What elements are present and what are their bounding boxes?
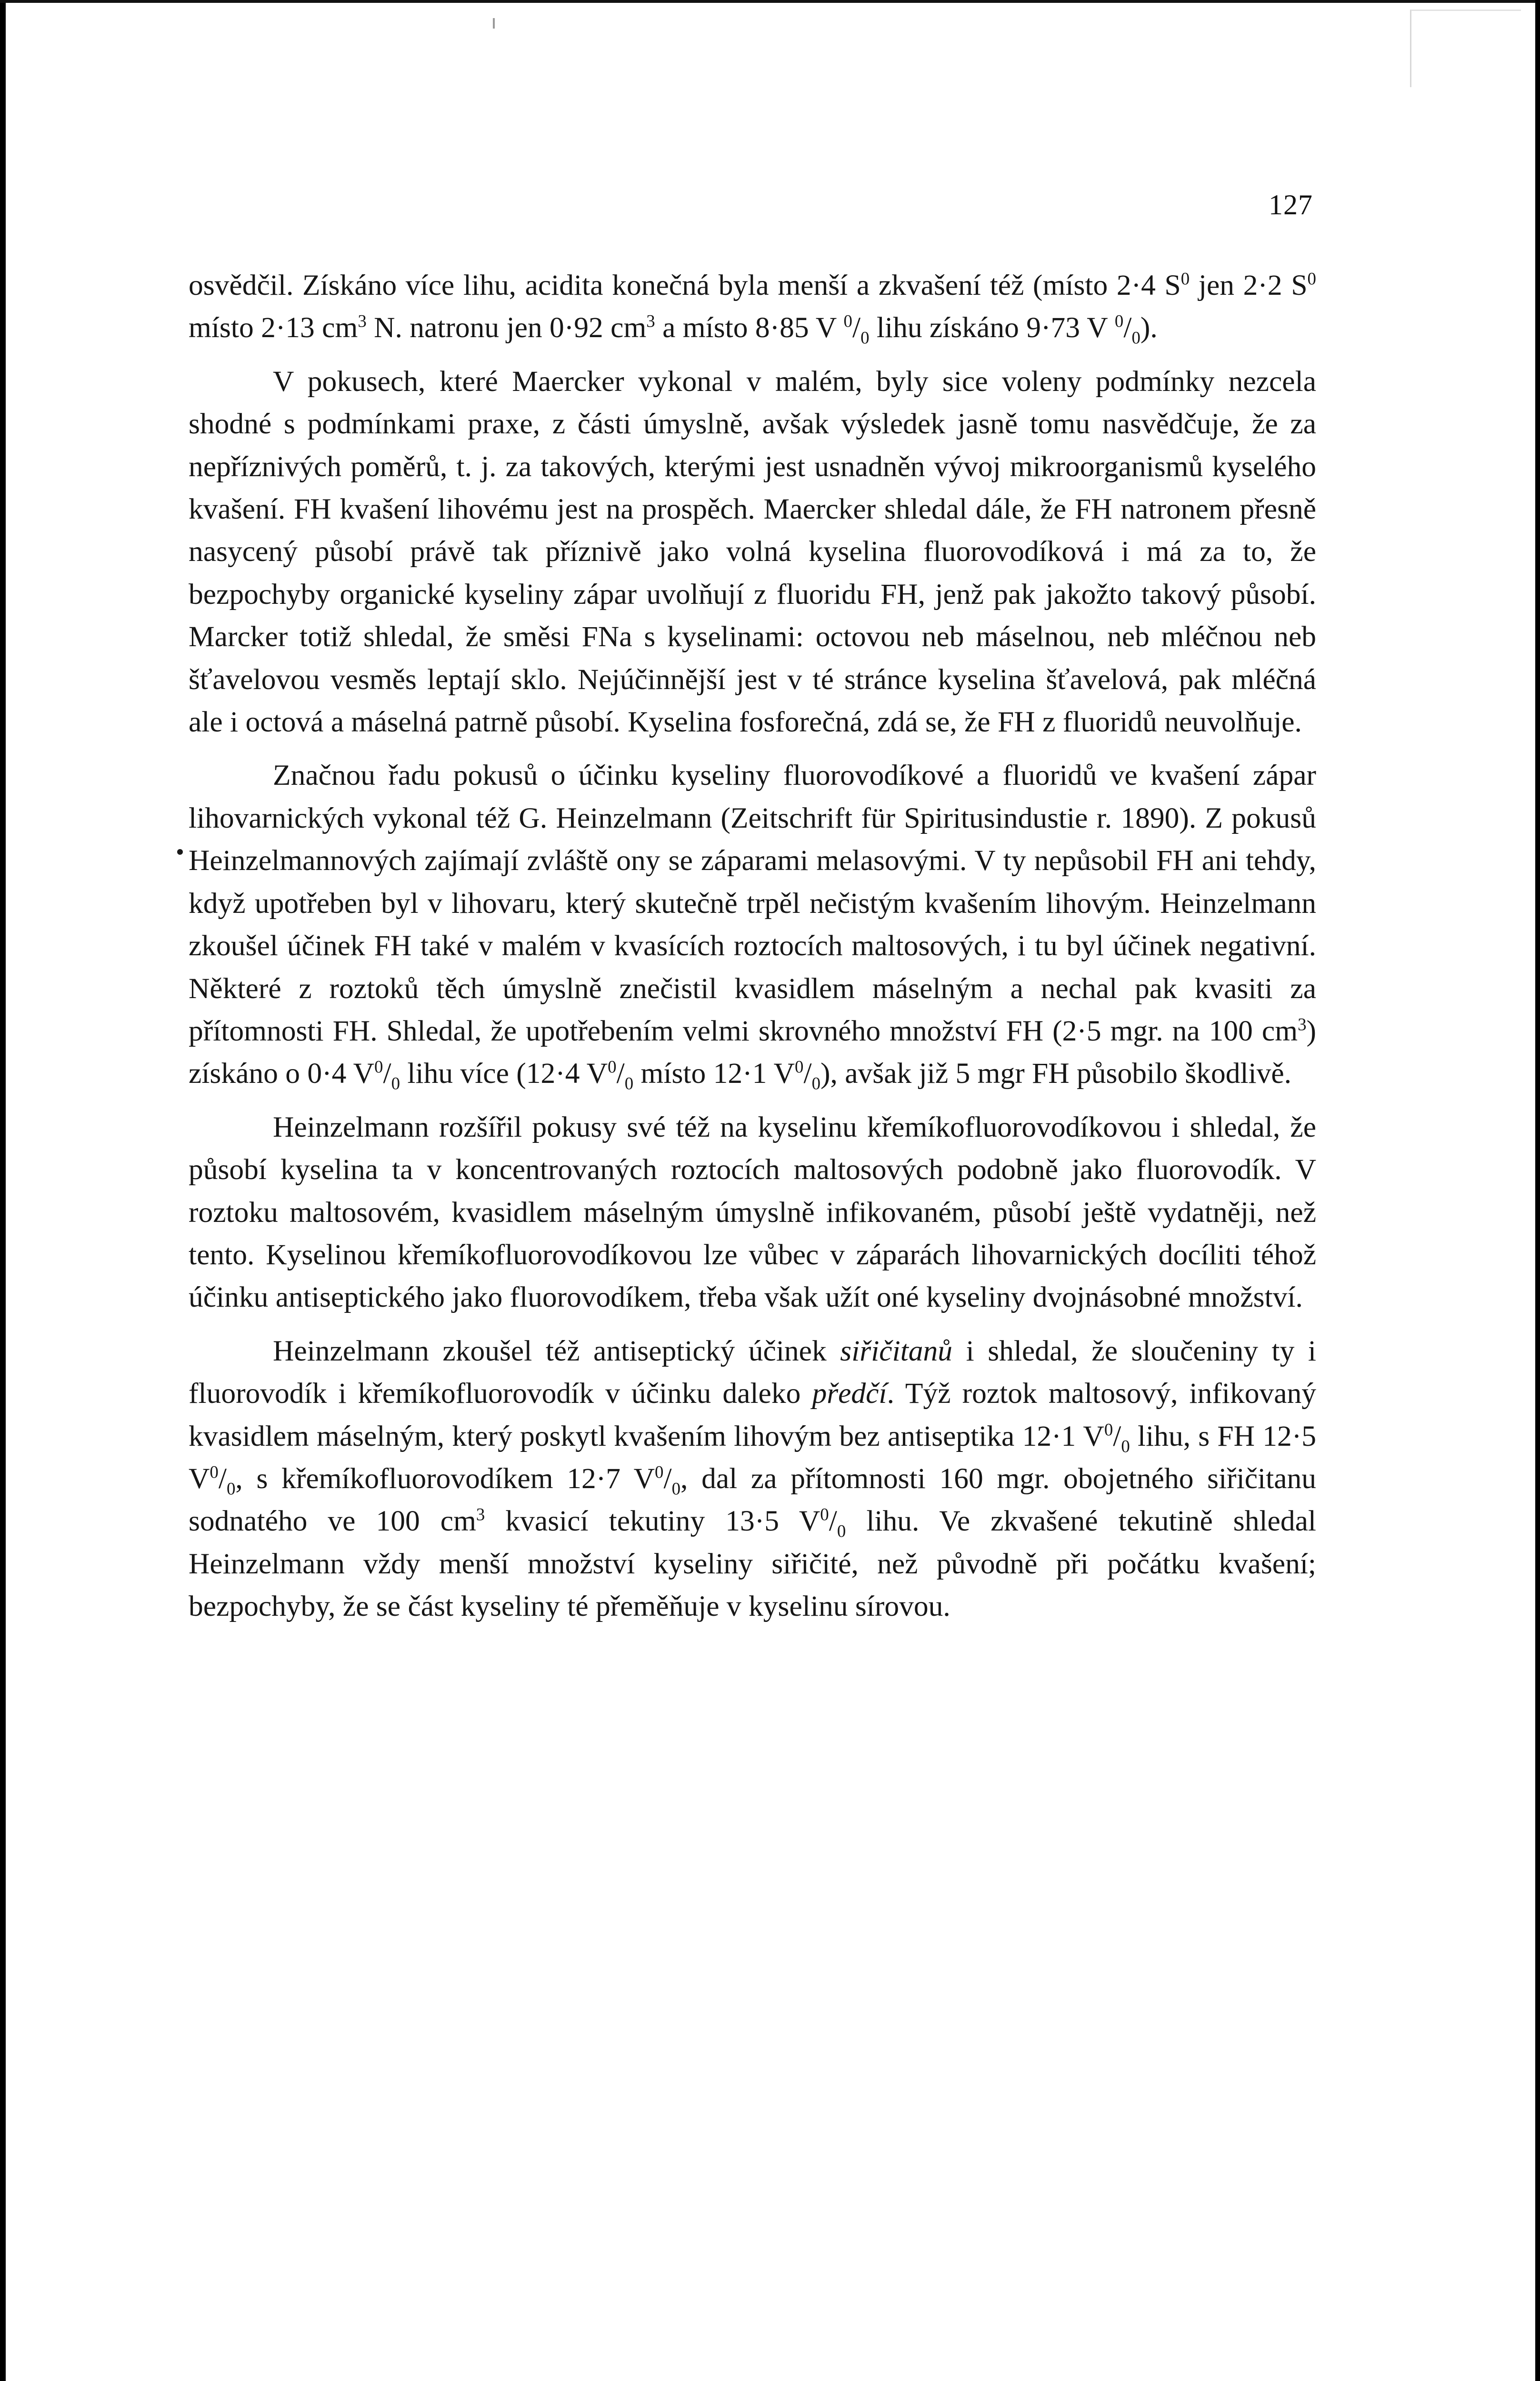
subscript: 0 [391, 1073, 400, 1093]
scan-edge-top [0, 0, 1540, 3]
superscript: 0 [795, 1057, 804, 1077]
text-run: Heinzelmann rozšířil pokusy své též na kyselinu křemíkofluorovodíkovou i shledal, že působí kyselina ta v koncentrovaných roztocích maltosových podobně jako fluorovodík. V roztoku maltosovém, kvasidlem máselným úmyslně infikovaném, působí ještě vydatněji, než tento. Kyselinou křemíkofluorovodíkovou lze vůbec v záparách lihovarnických docíliti téhož účinku antiseptického jako fluorovodíkem, třeba však užít oné kyseliny dvojnásobné množství. [189, 1110, 1316, 1314]
text-run: a místo 8·85 V [655, 311, 844, 344]
superscript: 0 [608, 1057, 617, 1077]
superscript: 0 [210, 1462, 219, 1482]
text-run: Heinzelmann zkoušel též antiseptický účinek [273, 1334, 840, 1367]
superscript: 3 [476, 1504, 485, 1524]
scan-edge-right [1535, 0, 1540, 2381]
superscript: 0 [374, 1057, 383, 1077]
paragraph-3 [189, 754, 1316, 1095]
text-run: / [829, 1505, 837, 1538]
text-run: , s křemíkofluorovodíkem 12·7 V [235, 1462, 655, 1495]
subscript: 0 [1121, 1436, 1130, 1456]
text-run: ). [1140, 311, 1158, 344]
text-run: . Týž roztok maltosový, infikovaný kvasidlem máselným, který poskytl kvašením lihovým bez antiseptika 12·1 V [189, 1377, 1316, 1452]
text-run: / [616, 1057, 625, 1090]
text-run: / [1123, 311, 1132, 344]
subscript: 0 [811, 1073, 821, 1093]
scan-speck [493, 18, 495, 29]
text-run: osvědčil. Získáno více lihu, acidita konečná byla menší a zkvašení též (místo 2·4 S [189, 269, 1181, 301]
subscript: 0 [624, 1073, 634, 1093]
superscript: 0 [1114, 311, 1124, 331]
text-run: V pokusech, které Maercker vykonal v malém, byly sice voleny podmínky nezcela shodné s podmínkami praxe, z části úmyslně, avšak výsledek jasně tomu nasvědčuje, že za nepříznivých poměrů, t. j. za takových, kterými jest usnadněn vývoj mikroorganismů kyselého kvašení. FH kvašení lihovému jest na prospěch. Maercker shledal dále, že FH natronem přesně nasycený působí právě tak příznivě jako volná kyselina fluorovodíková i má za to, že bezpochyby organické kyseliny zápar uvolňují z fluoridu FH, jenž pak jakožto takový působí. Marcker totiž shledal, že směsi FNa s kyselinami: octovou neb máselnou, neb mléčnou neb šťavelovou vesměs leptají sklo. Nejúčinnější jest v té stránce kyselina šťavelová, pak mléčná ale i octová a máselná patrně působí. Kyselina fosforečná, zdá se, že FH z fluoridů neuvolňuje. [189, 365, 1316, 739]
subscript: 0 [860, 328, 870, 348]
subscript: 0 [1131, 328, 1140, 348]
text-run: / [852, 311, 861, 344]
superscript: 3 [1298, 1014, 1307, 1034]
text-run: N. natronu jen 0·92 cm [366, 311, 647, 344]
text-run: lihu více (12·4 V [400, 1057, 608, 1090]
text-run: / [383, 1057, 391, 1090]
italic-term: předčí [812, 1377, 887, 1410]
text-run: lihu. Ve zkvašené tekutině shledal Heinzelmann vždy menší množství kyseliny siřičité, než původně při počátku kvašení; bezpochyby, že se část kyseliny té přeměňuje v kyselinu sírovou. [189, 1505, 1316, 1623]
scan-corner-marks [1410, 10, 1521, 87]
text-run: místo 2·13 cm [189, 311, 358, 344]
paragraph-5 [189, 1330, 1316, 1628]
text-run: / [218, 1462, 227, 1495]
page-number: 127 [1269, 189, 1313, 220]
text-run: i shledal, že sloučeniny ty i fluorovodík i křemíkofluorovodík v účinku daleko [189, 1334, 1316, 1410]
superscript: 0 [655, 1462, 664, 1482]
text-run: jen 2·2 S [1190, 269, 1308, 301]
subscript: 0 [837, 1521, 846, 1541]
text-run: / [803, 1057, 812, 1090]
subscript: 0 [671, 1479, 681, 1499]
text-run: lihu, s FH 12·5 V [189, 1420, 1316, 1495]
body-text [189, 264, 1316, 1628]
paragraph-2 [189, 360, 1316, 744]
text-run: kvasicí tekutiny 13·5 V [485, 1505, 820, 1538]
text-run: ) získáno o 0·4 V [189, 1014, 1316, 1090]
subscript: 0 [226, 1479, 236, 1499]
superscript: 0 [1180, 269, 1190, 289]
superscript: 0 [820, 1504, 829, 1524]
scan-edge-left [0, 0, 6, 2381]
superscript: 3 [646, 311, 655, 331]
superscript: 0 [1104, 1420, 1113, 1440]
italic-term: siřičitanů [840, 1334, 953, 1367]
margin-dot [177, 849, 183, 855]
text-run: místo 12·1 V [633, 1057, 795, 1090]
superscript: 0 [843, 311, 852, 331]
text-run: / [663, 1462, 672, 1495]
superscript: 3 [358, 311, 367, 331]
text-run: Značnou řadu pokusů o účinku kyseliny fluorovodíkové a fluoridů ve kvašení zápar lihovarnických vykonal též G. Heinzelmann (Zeitschrift für Spiritusindustie r. 1890). Z pokusů Heinzelmannových zajímají zvláště ony se záparami melasovými. V ty nepůsobil FH ani tehdy, když upotřeben byl v lihovaru, který skutečně trpěl nečistým kvašením lihovým. Heinzelmann zkoušel účinek FH také v malém v kvasících roztocích maltosových, i tu byl účinek negativní. Některé z roztoků těch úmyslně znečistil kvasidlem máselným a nechal pak kvasiti za přítomnosti FH. Shledal, že upotřebením velmi skrovného množství FH (2·5 mgr. na 100 cm [189, 759, 1316, 1047]
superscript: 0 [1307, 269, 1316, 289]
text-run: lihu získáno 9·73 V [869, 311, 1115, 344]
paragraph-1 [189, 264, 1316, 350]
paragraph-4 [189, 1106, 1316, 1319]
text-run: / [1113, 1420, 1121, 1452]
text-run: , dal za přítomnosti 160 mgr. obojetného siřičitanu sodnatého ve 100 cm [189, 1462, 1316, 1538]
text-run: ), avšak již 5 mgr FH působilo škodlivě. [820, 1057, 1292, 1090]
